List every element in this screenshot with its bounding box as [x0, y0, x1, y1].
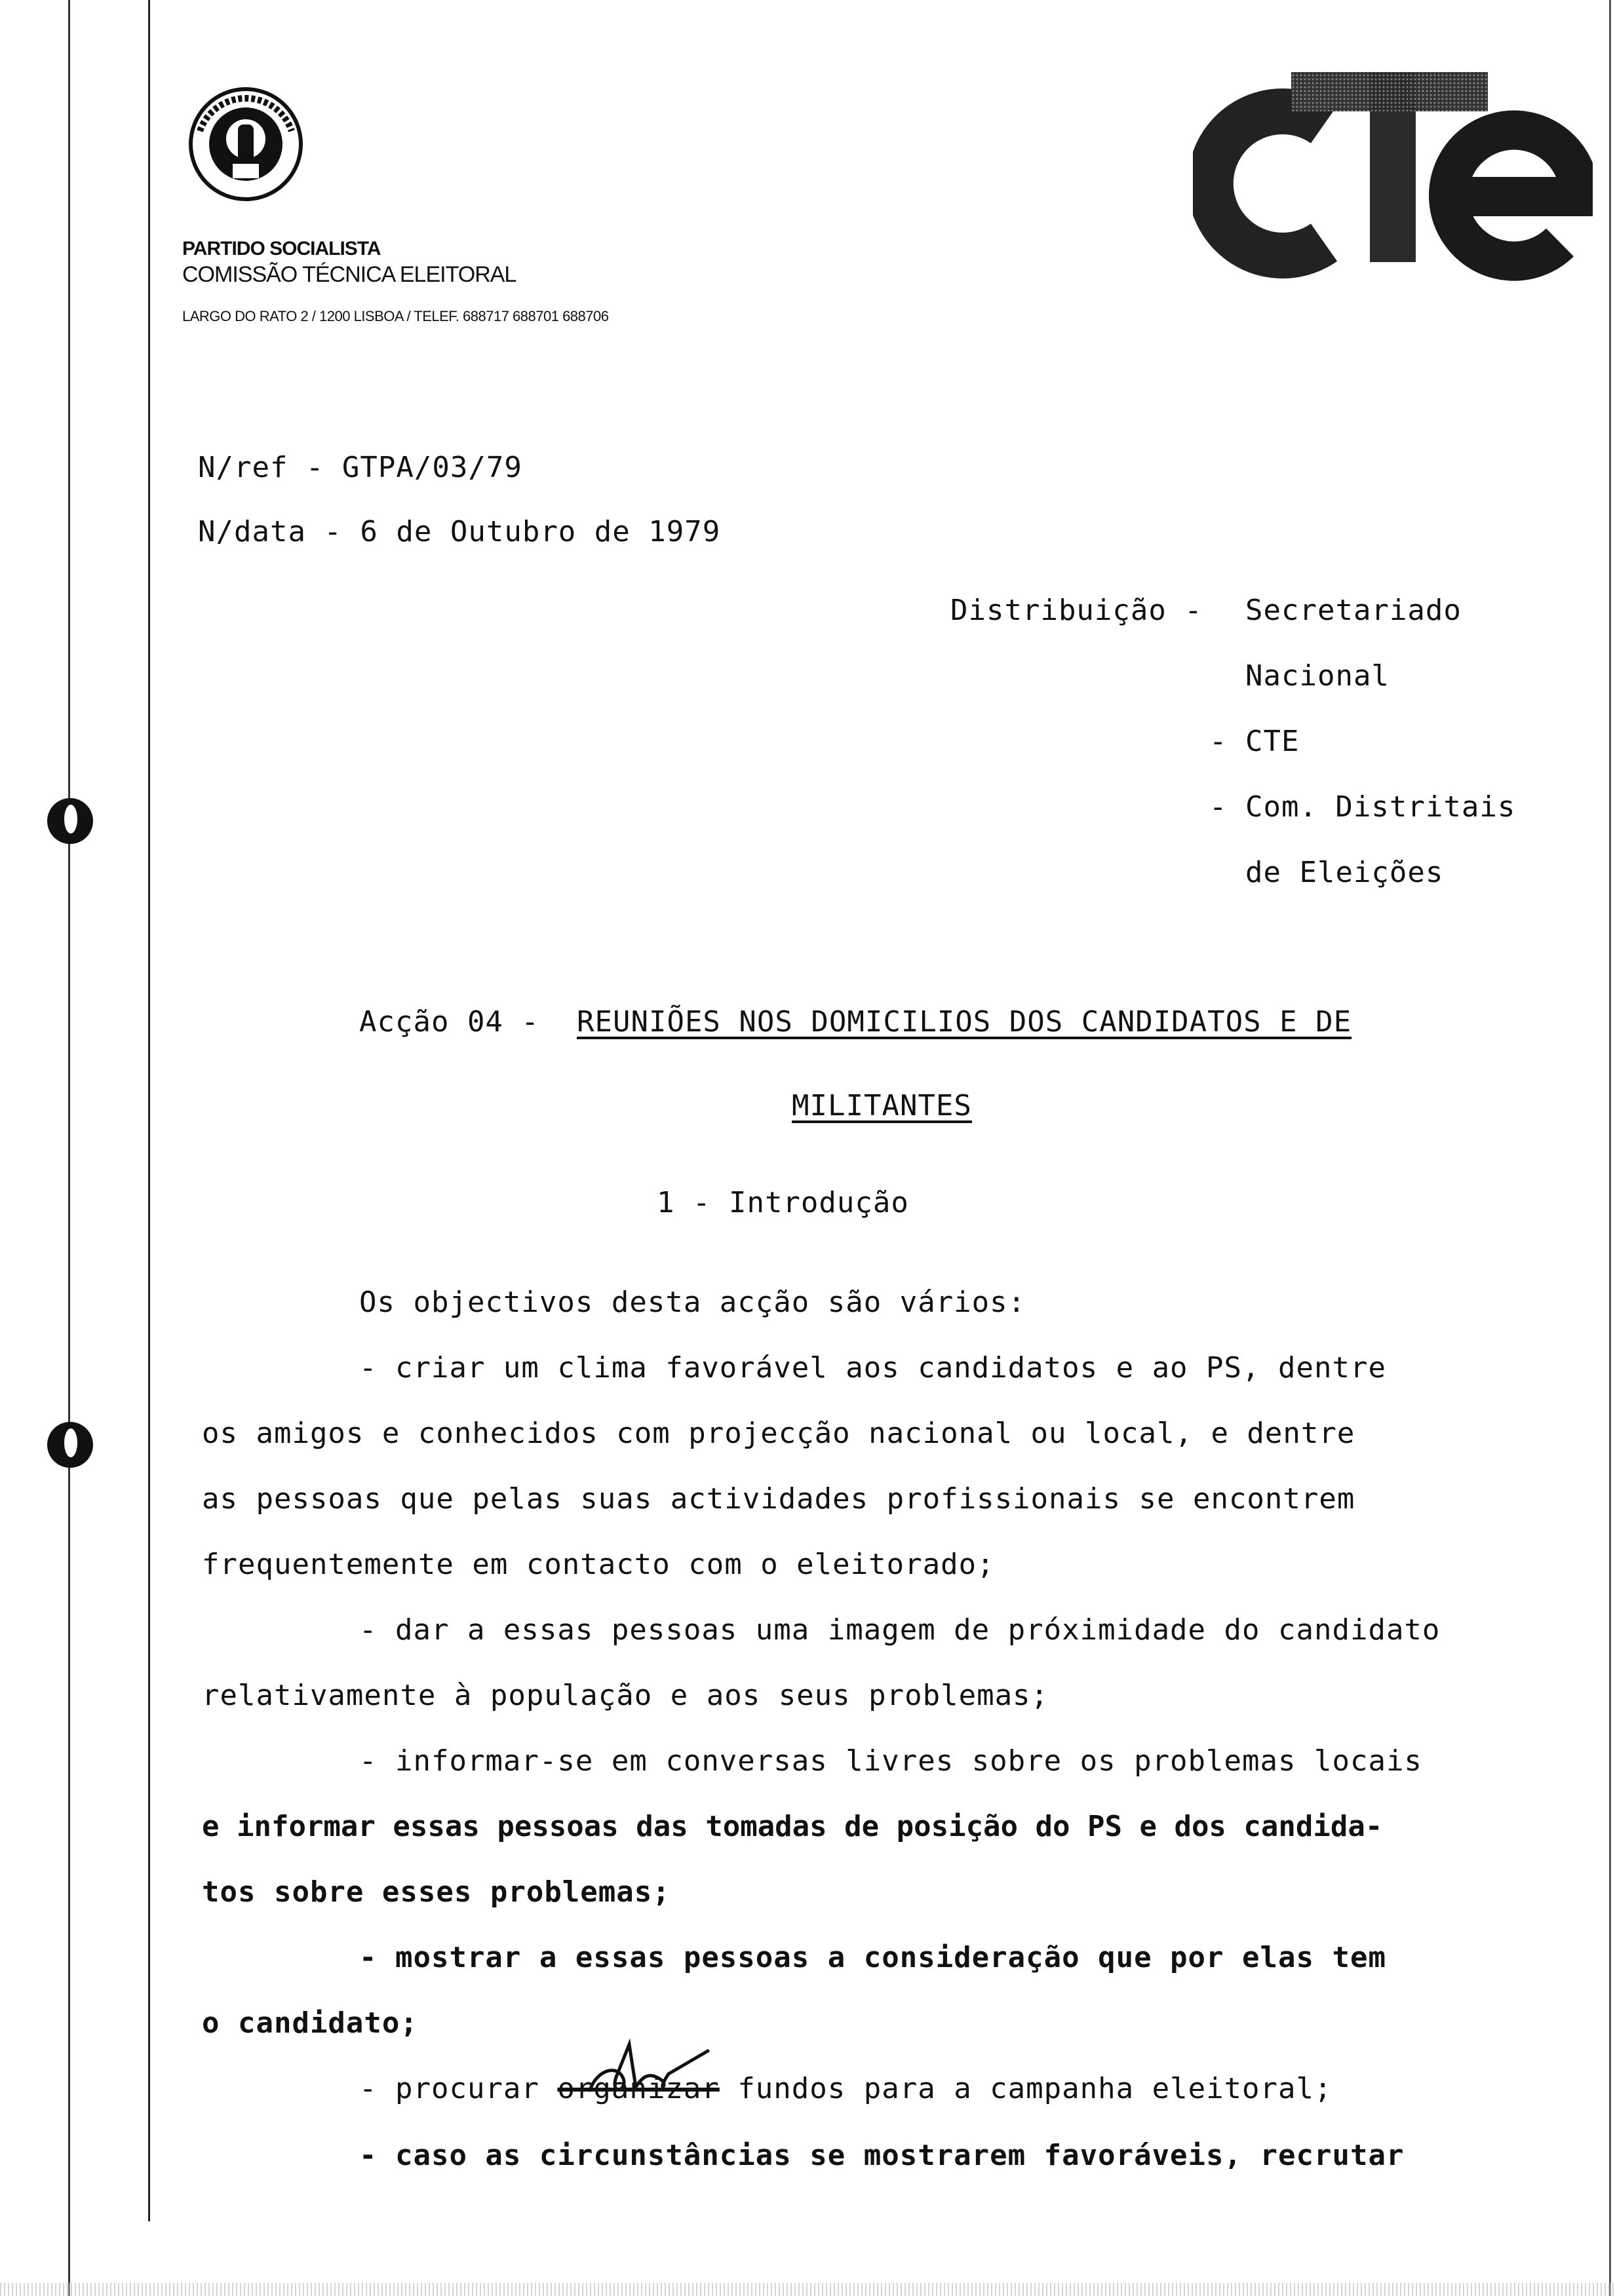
party-name: PARTIDO SOCIALISTA [182, 238, 381, 259]
section-heading: 1 - Introdução [657, 1186, 909, 1219]
body-line: - dar a essas pessoas uma imagem de próximidade do candidato [359, 1613, 1441, 1647]
body-line: tos sobre esses problemas; [202, 1875, 671, 1909]
body-line: - caso as circunstâncias se mostrarem favoráveis, recrutar [359, 2139, 1405, 2172]
cte-logo [1193, 46, 1593, 282]
margin-line [148, 0, 150, 2221]
address-line: LARGO DO RATO 2 / 1200 LISBOA / TELEF. 688717 688701 688706 [182, 308, 609, 324]
scan-noise [0, 2283, 1615, 2296]
body-line: o candidato; [202, 2006, 418, 2040]
body-line: - informar-se em conversas livres sobre os problemas locais [359, 1744, 1422, 1778]
body-line: os amigos e conhecidos com projecção nacional ou local, e dentre [202, 1417, 1355, 1450]
distribution-item: Nacional [1245, 659, 1390, 693]
body-line: Os objectivos desta acção são vários: [359, 1286, 1026, 1319]
distribution-label: Distribuição - [950, 594, 1203, 627]
letterhead [182, 237, 608, 325]
distribution-item: - Com. Distritais [1209, 790, 1516, 824]
body-line: - criar um clima favorável aos candidatos e ao PS, dentre [359, 1351, 1386, 1385]
body-line: - mostrar a essas pessoas a consideração que por elas tem [359, 1941, 1386, 1974]
body-line [359, 2072, 1333, 2105]
distribution-item: de Eleições [1245, 856, 1444, 889]
party-seal-logo [187, 85, 305, 203]
punch-hole [47, 798, 93, 844]
action-title: REUNIÕES NOS DOMICILIOS DOS CANDIDATOS E DE [577, 1005, 1352, 1039]
struck-word: organizar [557, 2072, 720, 2105]
body-line: as pessoas que pelas suas actividades profissionais se encontrem [202, 1482, 1355, 1516]
binder-edge-line [68, 0, 70, 2296]
page-edge [1609, 0, 1611, 2296]
commission-name: COMISSÃO TÉCNICA ELEITORAL [182, 262, 516, 287]
punch-hole [47, 1422, 93, 1468]
body-line: frequentemente em contacto com o eleitorado; [202, 1548, 995, 1581]
body-text: - procurar [359, 2072, 558, 2105]
distribution-item: Secretariado [1245, 594, 1462, 627]
action-prefix: Acção 04 - [359, 1005, 539, 1039]
action-title-cont: MILITANTES [792, 1089, 972, 1122]
body-line: e informar essas pessoas das tomadas de posição do PS e dos candida- [202, 1810, 1383, 1843]
body-text: fundos para a campanha eleitoral; [719, 2072, 1333, 2105]
reference-line: N/ref - GTPA/03/79 [198, 451, 522, 484]
distribution-item: - CTE [1209, 725, 1300, 758]
body-line: relativamente à população e aos seus problemas; [202, 1679, 1049, 1712]
date-line: N/data - 6 de Outubro de 1979 [198, 515, 721, 548]
handwritten-correction [577, 2025, 714, 2110]
